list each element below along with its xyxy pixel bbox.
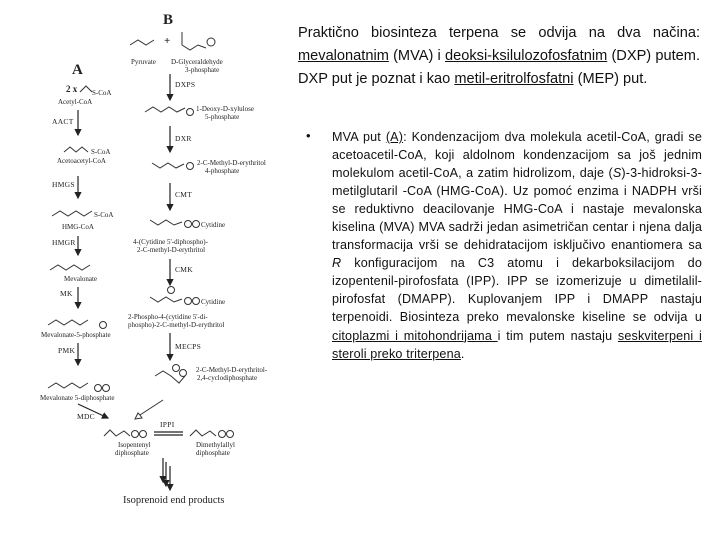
phosphate-icon [207, 38, 215, 46]
dxp-structure [145, 107, 185, 112]
pathway-a-label: A [72, 62, 83, 78]
cdpmep-label-1: 2-Phospho-4-(cytidine 5'-di- [128, 313, 208, 321]
enzyme-mdc: MDC [77, 412, 95, 421]
cdpme-structure [150, 220, 182, 225]
mva-bullet-text [332, 128, 702, 363]
phosphate-icon [103, 385, 110, 392]
cdpme-label-2: 2-C-methyl-D-erythritol [137, 246, 206, 254]
enzyme-dxr: DXR [175, 134, 192, 143]
stereo-r: R [332, 256, 342, 271]
pathway-b-label: B [163, 12, 174, 28]
phosphate-icon [132, 431, 139, 438]
plus-sign: + [164, 35, 171, 47]
phosphate-icon [187, 109, 194, 116]
phosphate-icon [180, 370, 187, 377]
acetyl-coa-label: Acetyl-CoA [58, 98, 93, 106]
phosphate-icon [173, 365, 180, 372]
phosphate-icon [185, 221, 192, 228]
mep-label-2: 4-phosphate [205, 167, 240, 175]
mecpp-structure [155, 371, 185, 383]
phosphate-icon [168, 287, 175, 294]
mep-label-1: 2-C-Methyl-D-erythritol [197, 159, 266, 167]
intro-text: Praktično biosinteza terpena se odvija na dva načina: [298, 25, 700, 41]
phosphate-icon [187, 163, 194, 170]
terpene-biosynthesis-diagram [0, 0, 300, 540]
hmg-coa-label: HMG-CoA [62, 223, 94, 231]
mev5p-label: Mevalonate-5-phosphate [41, 331, 111, 339]
hollow-arrow [135, 400, 163, 419]
phosphate-icon [219, 431, 226, 438]
mecpp-label-1: 2-C-Methyl-D-erythritol- [196, 366, 268, 374]
link-seskviterpeni[interactable]: seskviterpeni i steroli preko triterpena [332, 328, 702, 361]
two-times: 2 x [66, 84, 78, 94]
bullet-text: i tim putem nastaju [497, 328, 618, 343]
mevalonate-structure [50, 265, 90, 270]
intro-paragraph [298, 22, 700, 91]
g3p-structure [182, 32, 206, 50]
mecpp-label-2: 2,4-cyclodiphosphate [197, 374, 258, 382]
pyruvate-label: Pyruvate [131, 58, 156, 66]
phosphate-icon [227, 431, 234, 438]
enzyme-dxps: DXPS [175, 80, 196, 89]
link-metil-eritrolfosfatni[interactable]: metil-eritrolfosfatni [454, 71, 574, 87]
bullet-text: : Kondenzacijom dva molekula acetil-CoA, gradi se acetoacetil-CoA, koji aldolnom kondenzacijom sa još jednim molekulom acetil-CoA, a zatim hidrolizom, daje ( [332, 130, 702, 181]
end-products-label: Isoprenoid end products [123, 495, 225, 506]
enzyme-ippi: IPPI [160, 420, 175, 429]
link-ref-a[interactable]: (A) [385, 130, 404, 144]
g3p-label-1: D-Glyceraldehyde [171, 58, 223, 66]
phosphate-icon [185, 298, 192, 305]
mev5p-structure [48, 320, 88, 325]
enzyme-hmgr: HMGR [52, 238, 76, 247]
hmg-coa-structure [52, 211, 92, 216]
g3p-label-2: 3-phosphate [185, 66, 220, 74]
cdpmep-label-2: phospho)-2-C-methyl-D-erythritol [128, 321, 225, 329]
scoa-label: S-CoA [92, 89, 112, 97]
ipp-label-2: diphosphate [115, 449, 149, 457]
cdpmep-structure [150, 297, 182, 302]
enzyme-hmgs: HMGS [52, 180, 75, 189]
scoa-label: S-CoA [91, 148, 111, 156]
ipp-label-1: Isopentenyl [118, 441, 151, 449]
acetoacetyl-coa-structure [64, 147, 88, 152]
dmapp-structure [190, 430, 216, 436]
cytidine-label: Cytidine [201, 221, 226, 229]
bullet-text: konfiguracijom na C3 atomu i dekarboksilacijom do izopentenil-pirofosfata (IPP). IPP se izomerizuje u dimetilalil-pirofosfat (DMAPP). Kuplovanjem IPP i DMAPP nastaju terpenoidi. Biosinteza preko mevalonske kiseline se odvija u [332, 256, 702, 325]
scoa-label: S-CoA [94, 211, 114, 219]
mev5pp-structure [48, 383, 88, 388]
enzyme-pmk: PMK [58, 346, 76, 355]
intro-text: (MVA) i [388, 48, 445, 64]
phosphate-icon [95, 385, 102, 392]
intro-text: (MEP) put. [573, 71, 648, 87]
phosphate-icon [193, 221, 200, 228]
intro-text: (DXP) putem. DXP put je poznat i kao [298, 48, 700, 87]
enzyme-mecps: MECPS [175, 342, 202, 351]
dxp-label-1: 1-Deoxy-D-xylulose [196, 105, 254, 113]
enzyme-mk: MK [60, 289, 73, 298]
stereo-s: S [612, 166, 622, 181]
acetyl-coa-structure [80, 86, 92, 92]
bullet-text: . [460, 346, 465, 361]
link-citoplazmi[interactable]: citoplazmi i mitohondrijama [332, 328, 498, 343]
acetoacetyl-coa-label: Acetoacetyl-CoA [57, 157, 106, 165]
bullet-text: )-3-hidroksi-3-metilglutaril -CoA (HMG-CoA). Uz pomoć enzima i NADPH vrši se reduktivno deacilovanje HMG-CoA i nastaje mevalonska kiselina (MVA) MVA sadrži jedan asimetričan centar i njena dalja transformacija vrši se dehidratacijom isključivo enantiomera sa [332, 166, 702, 253]
phosphate-icon [140, 431, 147, 438]
dmapp-label-1: Dimethylallyl [196, 441, 235, 449]
dmapp-label-2: diphosphate [196, 449, 230, 457]
enzyme-cmk: CMK [175, 265, 193, 274]
mevalonate-label: Mevalonate [64, 275, 98, 283]
phosphate-icon [100, 322, 107, 329]
phosphate-icon [193, 298, 200, 305]
dxp-label-2: 5-phosphate [205, 113, 240, 121]
cdpme-label-1: 4-(Cytidine 5'-diphospho)- [133, 238, 208, 246]
bullet-marker: • [306, 128, 311, 143]
link-deoksiksilulozofosfatnim[interactable]: deoksi-ksilulozofosfatnim [445, 48, 608, 64]
mva-bullet [306, 128, 702, 363]
pyruvate-structure [130, 40, 154, 45]
ipp-structure [104, 430, 130, 436]
enzyme-aact: AACT [52, 117, 74, 126]
cytidine-label: Cytidine [201, 298, 226, 306]
link-mevalonatnim[interactable]: mevalonatnim [298, 48, 389, 64]
mev5pp-label: Mevalonate 5-diphosphate [40, 394, 115, 402]
mep-structure [152, 163, 184, 168]
enzyme-cmt: CMT [175, 190, 193, 199]
bullet-text: MVA put [332, 130, 386, 144]
